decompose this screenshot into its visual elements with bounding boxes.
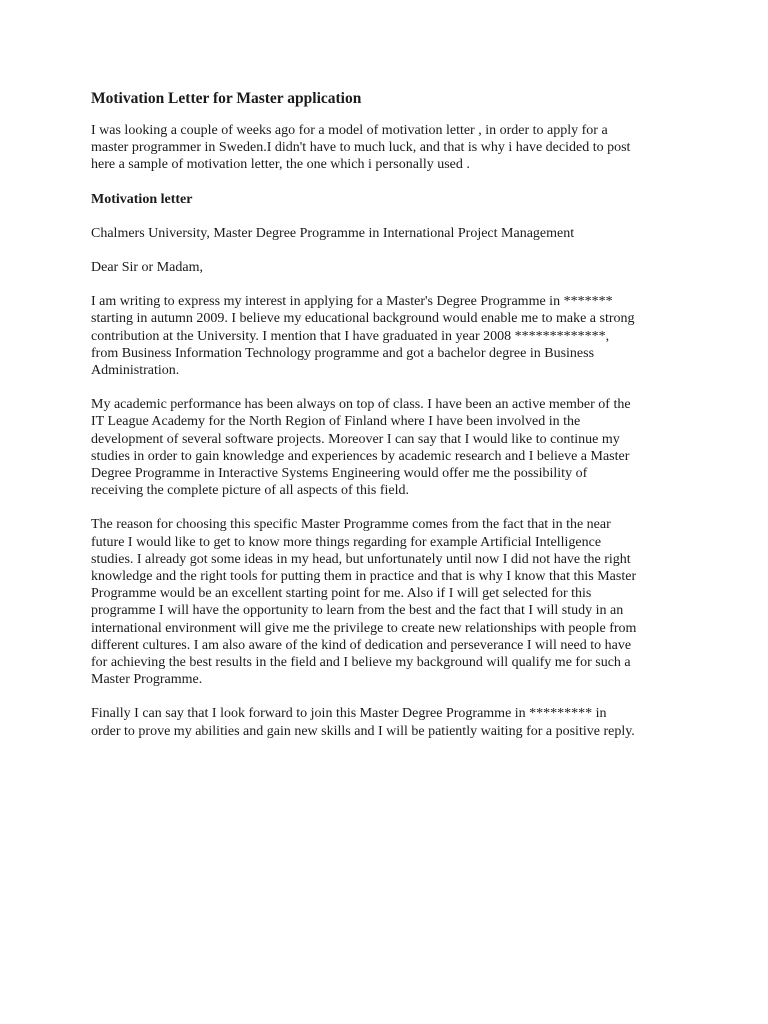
salutation: Dear Sir or Madam, xyxy=(91,260,203,276)
document-title: Motivation Letter for Master application xyxy=(91,90,362,107)
letter-paragraph-1: I am writing to express my interest in applying for a Master's Degree Programme in ******* starting in autumn 2009. I believe my educational background would enable me to make a strong contribution at the University. I mention that I have graduated in year 2008 *************, from Business Information Technology programme and got a bachelor degree in Business Administration. xyxy=(91,294,635,379)
letter-paragraph-4: Finally I can say that I look forward to join this Master Degree Programme in ********* in order to prove my abilities and gain new skills and I will be patiently waiting for a positive reply. xyxy=(91,706,635,739)
letter-paragraph-3: The reason for choosing this specific Master Programme comes from the fact that in the near future I would like to get to know more things regarding for example Artificial Intelligence studies. I already got some ideas in my head, but unfortunately until now I did not have the right knowledge and the right tools for putting them in practice and that is why I know that this Master Programme would be an excellent starting point for me. Also if I will get selected for this programme I will have the opportunity to learn from the best and the fact that I will study in an international environment will give me the privilege to create new relationships with people from different cultures. I am also aware of the kind of dedication and perseverance I will need to have for achieving the best results in the field and I believe my background will qualify me for such a Master Programme. xyxy=(91,517,637,688)
document-page xyxy=(91,88,691,757)
letter-paragraph-2: My academic performance has been always on top of class. I have been an active member of the IT League Academy for the North Region of Finland where I have been involved in the development of several software projects. Moreover I can say that I would like to continue my studies in order to gain knowledge and experiences by academic research and I believe a Master Degree Programme in Interactive Systems Engineering would offer me the possibility of receiving the complete picture of all aspects of this field. xyxy=(91,397,631,499)
intro-paragraph: I was looking a couple of weeks ago for a model of motivation letter , in order to apply for a master programmer in Sweden.I didn't have to much luck, and that is why i have decided to post here a sample of motivation letter, the one which i personally used . xyxy=(91,123,631,173)
section-heading: Motivation letter xyxy=(91,191,193,207)
university-line: Chalmers University, Master Degree Programme in International Project Management xyxy=(91,225,575,241)
